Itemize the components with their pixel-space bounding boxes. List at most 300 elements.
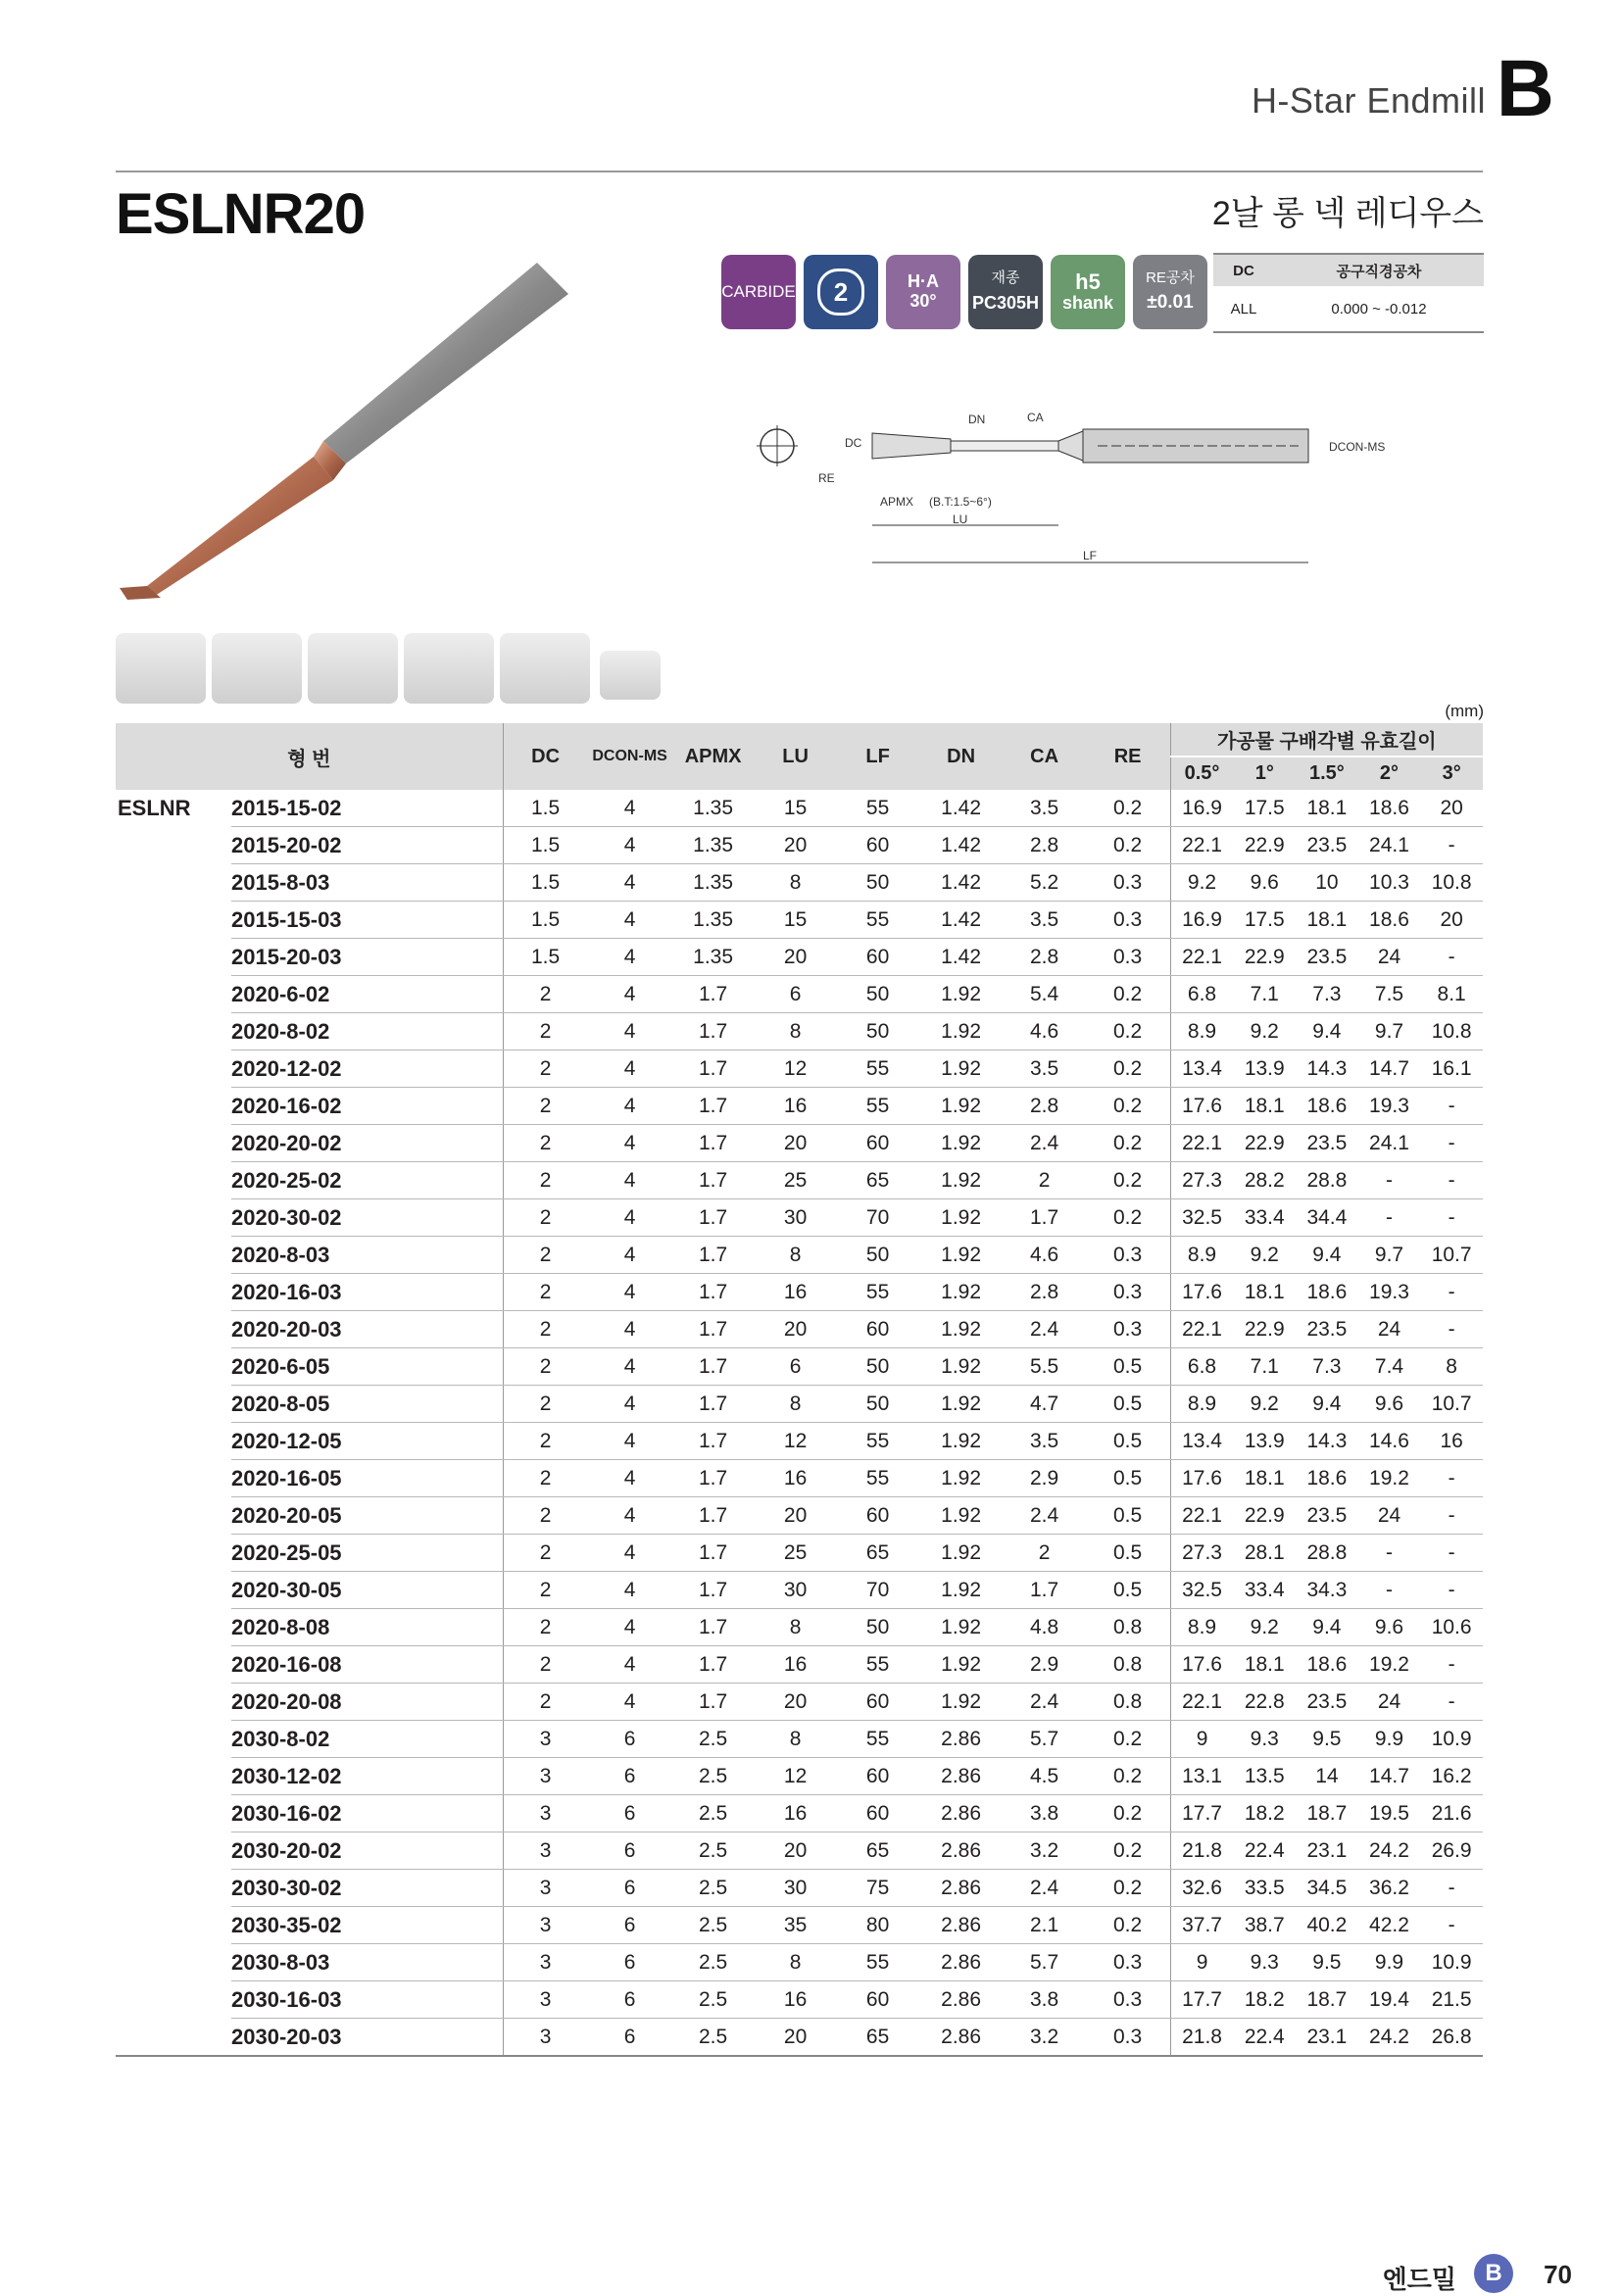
- spec-cell: 1.92: [919, 1535, 1004, 1572]
- model-cell: 2015-15-02: [231, 790, 503, 827]
- effective-length-cell: 16.1: [1420, 1050, 1483, 1088]
- series-cell: [116, 1609, 231, 1646]
- spec-cell: 0.2: [1086, 1870, 1171, 1907]
- spec-cell: 1.92: [919, 1199, 1004, 1237]
- spec-cell: 35: [755, 1907, 837, 1944]
- series-cell: [116, 1348, 231, 1386]
- spec-cell: 4.7: [1004, 1386, 1086, 1423]
- spec-cell: 6: [588, 1795, 672, 1832]
- model-cell: 2020-20-08: [231, 1684, 503, 1721]
- spec-cell: 0.5: [1086, 1348, 1171, 1386]
- spec-cell: 65: [837, 1832, 919, 1870]
- effective-length-cell: 23.1: [1296, 1832, 1358, 1870]
- effective-length-cell: 18.2: [1233, 1795, 1296, 1832]
- spec-cell: 0.2: [1086, 1758, 1171, 1795]
- spec-cell: 1.92: [919, 1050, 1004, 1088]
- spec-cell: 60: [837, 1125, 919, 1162]
- effective-length-cell: 32.5: [1170, 1199, 1233, 1237]
- spec-cell: 1.92: [919, 1237, 1004, 1274]
- effective-length-cell: -: [1420, 1907, 1483, 1944]
- effective-length-cell: 18.6: [1296, 1088, 1358, 1125]
- spec-cell: 0.3: [1086, 939, 1171, 976]
- model-header: 형 번: [116, 723, 503, 790]
- spec-cell: 12: [755, 1423, 837, 1460]
- effective-length-cell: -: [1420, 1088, 1483, 1125]
- spec-cell: 4: [588, 939, 672, 976]
- effective-length-cell: 22.9: [1233, 1125, 1296, 1162]
- spec-cell: 1.7: [672, 1684, 755, 1721]
- spec-cell: 2: [503, 1050, 588, 1088]
- spec-cell: 1.5: [503, 790, 588, 827]
- spec-cell: 50: [837, 976, 919, 1013]
- series-cell: [116, 1572, 231, 1609]
- table-row: [116, 1609, 1483, 1646]
- model-cell: 2030-35-02: [231, 1907, 503, 1944]
- spec-cell: 2.5: [672, 1981, 755, 2019]
- effective-length-cell: 14.7: [1358, 1050, 1421, 1088]
- series-cell: [116, 1907, 231, 1944]
- spec-cell: 15: [755, 902, 837, 939]
- effective-length-cell: 17.6: [1170, 1274, 1233, 1311]
- spec-cell: 16: [755, 1274, 837, 1311]
- table-row: [116, 1721, 1483, 1758]
- spec-cell: 4: [588, 1237, 672, 1274]
- spec-cell: 60: [837, 1758, 919, 1795]
- angle-header-1: 1°: [1233, 757, 1296, 790]
- col-header-dc: DC: [503, 723, 588, 790]
- spec-cell: 60: [837, 1311, 919, 1348]
- spec-cell: 0.3: [1086, 1237, 1171, 1274]
- spec-cell: 3.8: [1004, 1981, 1086, 2019]
- effective-length-cell: 18.7: [1296, 1795, 1358, 1832]
- effective-length-cell: 34.5: [1296, 1870, 1358, 1907]
- effective-length-cell: 9.7: [1358, 1013, 1421, 1050]
- table-row: [116, 1311, 1483, 1348]
- model-cell: 2030-12-02: [231, 1758, 503, 1795]
- spec-cell: 3: [503, 1795, 588, 1832]
- shape-icon-plunging: [500, 633, 590, 704]
- effective-length-cell: 13.9: [1233, 1423, 1296, 1460]
- table-row: [116, 790, 1483, 827]
- series-cell: [116, 1832, 231, 1870]
- col-header-dn: DN: [919, 723, 1004, 790]
- spec-cell: 2.86: [919, 1832, 1004, 1870]
- effective-length-cell: 10.7: [1420, 1237, 1483, 1274]
- effective-length-cell: 24: [1358, 1311, 1421, 1348]
- spec-cell: 60: [837, 1981, 919, 2019]
- effective-length-cell: 18.1: [1233, 1274, 1296, 1311]
- spec-cell: 2: [503, 1535, 588, 1572]
- spec-cell: 20: [755, 827, 837, 864]
- series-cell: [116, 1423, 231, 1460]
- spec-cell: 4: [588, 976, 672, 1013]
- coating-label: 재종: [991, 269, 1020, 286]
- effective-length-cell: 20: [1420, 790, 1483, 827]
- spec-cell: 1.7: [672, 1125, 755, 1162]
- spec-cell: 0.2: [1086, 1199, 1171, 1237]
- effective-length-cell: 33.4: [1233, 1572, 1296, 1609]
- model-cell: 2020-8-02: [231, 1013, 503, 1050]
- effective-length-cell: 21.6: [1420, 1795, 1483, 1832]
- effective-length-cell: 24.2: [1358, 1832, 1421, 1870]
- table-row: [116, 1386, 1483, 1423]
- series-cell: [116, 1497, 231, 1535]
- series-cell: [116, 1758, 231, 1795]
- col-header-apmx: APMX: [672, 723, 755, 790]
- effective-length-cell: 34.4: [1296, 1199, 1358, 1237]
- table-row: [116, 1013, 1483, 1050]
- effective-length-cell: 22.1: [1170, 1497, 1233, 1535]
- spec-cell: 55: [837, 1646, 919, 1684]
- spec-cell: 2: [503, 1423, 588, 1460]
- spec-cell: 20: [755, 1497, 837, 1535]
- spec-cell: 3: [503, 1944, 588, 1981]
- spec-cell: 4: [588, 1646, 672, 1684]
- effective-length-cell: 24: [1358, 1497, 1421, 1535]
- col-header-lu: LU: [755, 723, 837, 790]
- table-row: [116, 1646, 1483, 1684]
- spec-cell: 6: [588, 1944, 672, 1981]
- model-cell: 2030-30-02: [231, 1870, 503, 1907]
- series-cell: [116, 864, 231, 902]
- spec-cell: 1.92: [919, 1460, 1004, 1497]
- spec-cell: 30: [755, 1870, 837, 1907]
- spec-cell: 16: [755, 1981, 837, 2019]
- footer-category: 엔드밀: [1382, 2265, 1456, 2294]
- effective-length-cell: 23.5: [1296, 1684, 1358, 1721]
- spec-cell: 2.4: [1004, 1311, 1086, 1348]
- spec-cell: 8: [755, 1013, 837, 1050]
- effective-length-cell: 7.4: [1358, 1348, 1421, 1386]
- col-header-ca: CA: [1004, 723, 1086, 790]
- series-cell: [116, 2019, 231, 2057]
- table-row: [116, 1944, 1483, 1981]
- dn-label: DN: [968, 413, 986, 426]
- spec-cell: 8: [755, 1944, 837, 1981]
- effective-length-cell: 22.4: [1233, 1832, 1296, 1870]
- effective-length-cell: 19.3: [1358, 1274, 1421, 1311]
- table-row: [116, 864, 1483, 902]
- effective-length-cell: -: [1358, 1535, 1421, 1572]
- spec-cell: 5.5: [1004, 1348, 1086, 1386]
- spec-cell: 2.86: [919, 2019, 1004, 2057]
- spec-cell: 1.42: [919, 790, 1004, 827]
- spec-cell: 60: [837, 1795, 919, 1832]
- tolerance-header-dc: DC: [1213, 254, 1274, 286]
- effective-length-cell: 28.8: [1296, 1162, 1358, 1199]
- spec-cell: 0.3: [1086, 864, 1171, 902]
- effective-length-cell: 24.1: [1358, 1125, 1421, 1162]
- spec-cell: 65: [837, 1162, 919, 1199]
- spec-cell: 2.86: [919, 1981, 1004, 2019]
- effective-length-cell: 22.9: [1233, 1311, 1296, 1348]
- spec-cell: 16: [755, 1460, 837, 1497]
- spec-cell: 3: [503, 1870, 588, 1907]
- spec-cell: 2.9: [1004, 1460, 1086, 1497]
- spec-cell: 6: [755, 1348, 837, 1386]
- spec-cell: 1.92: [919, 1162, 1004, 1199]
- series-cell: [116, 1981, 231, 2019]
- apmx-label: APMX: [880, 495, 914, 509]
- helix-angle-badge: [886, 255, 960, 329]
- spec-cell: 1.35: [672, 864, 755, 902]
- lf-label: LF: [1083, 549, 1098, 562]
- spec-cell: 2.4: [1004, 1497, 1086, 1535]
- spec-cell: 4: [588, 790, 672, 827]
- model-cell: 2030-20-02: [231, 1832, 503, 1870]
- spec-cell: 0.2: [1086, 790, 1171, 827]
- table-row: [116, 1423, 1483, 1460]
- spec-cell: 2: [503, 1013, 588, 1050]
- diameter-tolerance-table: [1213, 253, 1484, 333]
- model-cell: 2020-30-05: [231, 1572, 503, 1609]
- spec-cell: 4: [588, 1013, 672, 1050]
- spec-cell: 2.5: [672, 1944, 755, 1981]
- effective-length-cell: -: [1420, 1572, 1483, 1609]
- model-cell: 2030-8-03: [231, 1944, 503, 1981]
- effective-length-cell: 8.9: [1170, 1013, 1233, 1050]
- spec-cell: 1.92: [919, 1572, 1004, 1609]
- spec-cell: 55: [837, 902, 919, 939]
- series-cell: [116, 1870, 231, 1907]
- shank-label: shank: [1061, 293, 1114, 314]
- effective-length-cell: 9.2: [1233, 1013, 1296, 1050]
- spec-cell: 1.7: [672, 1088, 755, 1125]
- spec-cell: 1.5: [503, 902, 588, 939]
- spec-cell: 0.2: [1086, 1050, 1171, 1088]
- spec-cell: 4: [588, 1609, 672, 1646]
- table-row: [116, 1758, 1483, 1795]
- effective-length-cell: 9.2: [1233, 1386, 1296, 1423]
- spec-cell: 3: [503, 1758, 588, 1795]
- section-letter: B: [1496, 44, 1554, 133]
- table-row: [116, 1050, 1483, 1088]
- spec-cell: 1.7: [672, 976, 755, 1013]
- spec-cell: 2.8: [1004, 827, 1086, 864]
- table-row: [116, 827, 1483, 864]
- re-label: RE: [818, 471, 835, 485]
- col-header-lf: LF: [837, 723, 919, 790]
- spec-cell: 0.8: [1086, 1609, 1171, 1646]
- spec-cell: 60: [837, 1497, 919, 1535]
- ca-label: CA: [1027, 411, 1044, 424]
- effective-length-cell: 16.9: [1170, 902, 1233, 939]
- spec-cell: 3: [503, 2019, 588, 2057]
- table-row: [116, 1460, 1483, 1497]
- spec-cell: 1.42: [919, 902, 1004, 939]
- spec-cell: 4: [588, 864, 672, 902]
- spec-cell: 2.86: [919, 1907, 1004, 1944]
- spec-cell: 50: [837, 1609, 919, 1646]
- spec-cell: 0.5: [1086, 1572, 1171, 1609]
- spec-cell: 0.2: [1086, 1832, 1171, 1870]
- effective-length-cell: 42.2: [1358, 1907, 1421, 1944]
- effective-length-cell: 17.7: [1170, 1981, 1233, 2019]
- spec-cell: 0.3: [1086, 2019, 1171, 2057]
- series-cell: [116, 1162, 231, 1199]
- table-row: [116, 1162, 1483, 1199]
- spec-cell: 8: [755, 1237, 837, 1274]
- spec-cell: 65: [837, 2019, 919, 2057]
- spec-cell: 2.86: [919, 1721, 1004, 1758]
- spec-cell: 0.8: [1086, 1684, 1171, 1721]
- series-cell: [116, 1274, 231, 1311]
- effective-length-cell: 16: [1420, 1423, 1483, 1460]
- spec-cell: 2: [1004, 1162, 1086, 1199]
- effective-length-cell: 10.6: [1420, 1609, 1483, 1646]
- effective-length-cell: 28.1: [1233, 1535, 1296, 1572]
- effective-length-cell: 17.5: [1233, 902, 1296, 939]
- model-cell: 2015-20-02: [231, 827, 503, 864]
- effective-length-cell: 23.5: [1296, 1311, 1358, 1348]
- angle-header-3: 3°: [1420, 757, 1483, 790]
- spec-cell: 1.35: [672, 827, 755, 864]
- spec-cell: 1.92: [919, 1609, 1004, 1646]
- spec-cell: 1.92: [919, 1125, 1004, 1162]
- effective-length-cell: 23.5: [1296, 827, 1358, 864]
- spec-cell: 20: [755, 2019, 837, 2057]
- spec-cell: 2: [503, 1348, 588, 1386]
- spec-cell: 25: [755, 1535, 837, 1572]
- effective-length-cell: -: [1420, 1311, 1483, 1348]
- spec-cell: 3.5: [1004, 1050, 1086, 1088]
- spec-cell: 1.7: [672, 1050, 755, 1088]
- model-cell: 2015-8-03: [231, 864, 503, 902]
- effective-length-cell: 18.2: [1233, 1981, 1296, 2019]
- effective-length-cell: 9: [1170, 1721, 1233, 1758]
- model-cell: 2020-16-05: [231, 1460, 503, 1497]
- spec-cell: 1.7: [672, 1311, 755, 1348]
- effective-length-cell: 17.6: [1170, 1088, 1233, 1125]
- shape-icon-rib-machining: [600, 651, 661, 700]
- effective-length-cell: -: [1358, 1199, 1421, 1237]
- effective-length-cell: 27.3: [1170, 1162, 1233, 1199]
- spec-cell: 1.92: [919, 1423, 1004, 1460]
- spec-cell: 6: [588, 1981, 672, 2019]
- effective-length-cell: 8.9: [1170, 1609, 1233, 1646]
- helix-label: H·A: [908, 271, 939, 292]
- spec-cell: 4: [588, 827, 672, 864]
- spec-cell: 6: [588, 1870, 672, 1907]
- spec-cell: 0.2: [1086, 827, 1171, 864]
- effective-length-cell: 18.1: [1296, 902, 1358, 939]
- table-row: [116, 1870, 1483, 1907]
- effective-length-cell: -: [1420, 939, 1483, 976]
- table-row: [116, 1125, 1483, 1162]
- model-cell: 2020-20-05: [231, 1497, 503, 1535]
- table-row: [116, 1684, 1483, 1721]
- effective-length-cell: 18.1: [1233, 1088, 1296, 1125]
- effective-length-cell: 9.9: [1358, 1721, 1421, 1758]
- model-cell: 2020-12-02: [231, 1050, 503, 1088]
- spec-cell: 2.1: [1004, 1907, 1086, 1944]
- spec-cell: 0.5: [1086, 1423, 1171, 1460]
- effective-length-cell: 19.3: [1358, 1088, 1421, 1125]
- spec-cell: 3: [503, 1981, 588, 2019]
- spec-cell: 3.5: [1004, 902, 1086, 939]
- effective-length-cell: 34.3: [1296, 1572, 1358, 1609]
- spec-cell: 2.4: [1004, 1870, 1086, 1907]
- spec-table: [116, 723, 1483, 2057]
- effective-length-cell: 9.5: [1296, 1721, 1358, 1758]
- effective-length-cell: 14.7: [1358, 1758, 1421, 1795]
- spec-cell: 2.5: [672, 1907, 755, 1944]
- spec-cell: 4: [588, 1348, 672, 1386]
- spec-cell: 2: [503, 976, 588, 1013]
- effective-length-cell: -: [1420, 1646, 1483, 1684]
- spec-cell: 1.92: [919, 1386, 1004, 1423]
- model-cell: 2015-15-03: [231, 902, 503, 939]
- spec-cell: 2.5: [672, 1721, 755, 1758]
- unit-label: (mm): [1445, 702, 1484, 720]
- spec-cell: 3.2: [1004, 2019, 1086, 2057]
- effective-length-cell: 22.9: [1233, 939, 1296, 976]
- effective-length-cell: 18.6: [1296, 1646, 1358, 1684]
- series-cell: [116, 976, 231, 1013]
- model-cell: 2020-25-05: [231, 1535, 503, 1572]
- spec-cell: 8: [755, 864, 837, 902]
- spec-cell: 4: [588, 1050, 672, 1088]
- effective-length-cell: 22.4: [1233, 2019, 1296, 2057]
- spec-cell: 0.2: [1086, 1795, 1171, 1832]
- spec-cell: 15: [755, 790, 837, 827]
- spec-cell: 60: [837, 827, 919, 864]
- spec-cell: 1.7: [672, 1646, 755, 1684]
- effective-length-cell: 18.7: [1296, 1981, 1358, 2019]
- dc-label: DC: [845, 436, 862, 450]
- table-row: [116, 939, 1483, 976]
- spec-cell: 0.3: [1086, 1944, 1171, 1981]
- effective-length-cell: 22.1: [1170, 1684, 1233, 1721]
- effective-length-cell: 17.5: [1233, 790, 1296, 827]
- spec-cell: 2.8: [1004, 1274, 1086, 1311]
- series-cell: [116, 1237, 231, 1274]
- series-cell: [116, 1199, 231, 1237]
- spec-cell: 2.8: [1004, 1088, 1086, 1125]
- effective-length-cell: 32.5: [1170, 1572, 1233, 1609]
- spec-cell: 4.8: [1004, 1609, 1086, 1646]
- effective-length-cell: 23.5: [1296, 1497, 1358, 1535]
- carbide-badge: [721, 255, 796, 329]
- series-cell: [116, 902, 231, 939]
- effective-length-cell: 22.9: [1233, 827, 1296, 864]
- shape-icon-profiling: [404, 633, 494, 704]
- spec-cell: 1.92: [919, 1348, 1004, 1386]
- effective-length-cell: 9: [1170, 1944, 1233, 1981]
- effective-length-cell: 13.9: [1233, 1050, 1296, 1088]
- spec-cell: 4: [588, 902, 672, 939]
- effective-length-cell: 7.1: [1233, 1348, 1296, 1386]
- table-row: [116, 1535, 1483, 1572]
- spec-cell: 55: [837, 1944, 919, 1981]
- spec-cell: 80: [837, 1907, 919, 1944]
- spec-cell: 1.92: [919, 1646, 1004, 1684]
- effective-length-cell: 18.6: [1358, 790, 1421, 827]
- spec-cell: 20: [755, 1684, 837, 1721]
- model-cell: 2020-16-08: [231, 1646, 503, 1684]
- effective-length-cell: -: [1420, 1497, 1483, 1535]
- effective-length-cell: 37.7: [1170, 1907, 1233, 1944]
- effective-length-cell: 14: [1296, 1758, 1358, 1795]
- angle-header-1-5: 1.5°: [1296, 757, 1358, 790]
- effective-length-cell: 10.9: [1420, 1721, 1483, 1758]
- spec-cell: 50: [837, 1013, 919, 1050]
- effective-length-cell: 9.2: [1233, 1609, 1296, 1646]
- effective-length-cell: 13.1: [1170, 1758, 1233, 1795]
- spec-cell: 0.5: [1086, 1386, 1171, 1423]
- spec-cell: 1.7: [672, 1237, 755, 1274]
- series-cell: [116, 1311, 231, 1348]
